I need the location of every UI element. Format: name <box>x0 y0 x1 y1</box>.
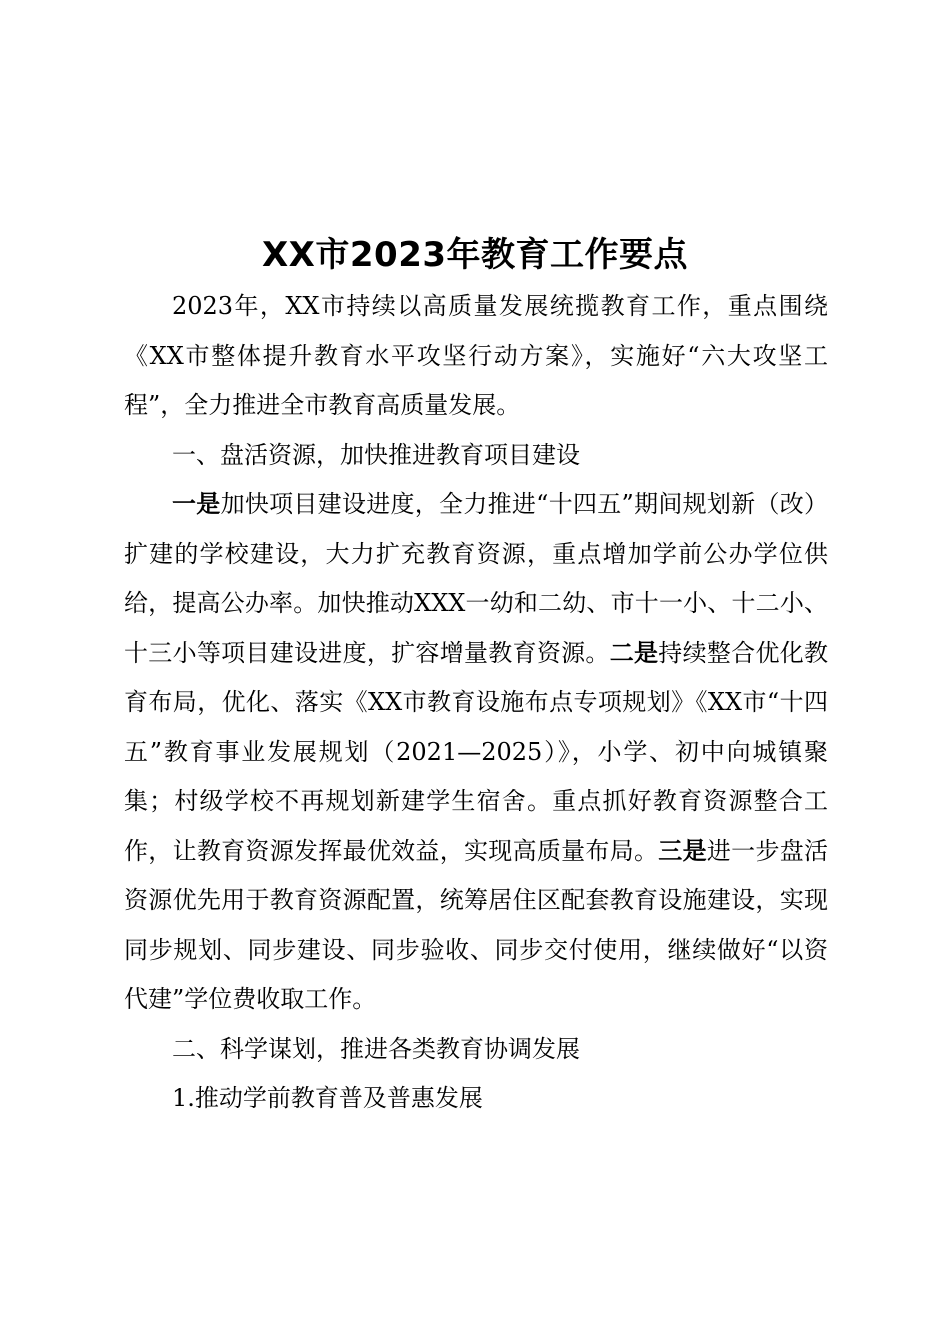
intro-paragraph: 2023年，XX市持续以高质量发展统揽教育工作，重点围绕《XX市整体提升教育水平攻坚行动方案》，实施好“六大攻坚工程”，全力推进全市教育高质量发展。 <box>124 292 828 419</box>
point-1-text: 加快项目建设进度，全力推进“十四五”期间规划新（改）扩建的学校建设，大力扩充教育资源，重点增加学前公办学位供给，提高公办率。加快推动XXX一幼和二幼、市十一小、十二小、十三小等项目建设进度，扩容增量教育资源。 <box>124 490 829 667</box>
section-1-heading: 一、盘活资源，加快推进教育项目建设 <box>172 440 580 469</box>
point-1-lead: 一是 <box>172 490 221 518</box>
document-body <box>124 282 828 1124</box>
section-1-paragraph <box>124 480 828 1025</box>
document-title: XX市2023年教育工作要点 <box>261 234 689 275</box>
point-2-text: 持续整合优化教育布局，优化、落实《XX市教育设施布点专项规划》《XX市“十四五”教育事业发展规划（2021—2025）》，小学、初中向城镇聚集；村级学校不再规划新建学生宿舍。重点抓好教育资源整合工作，让教育资源发挥最优效益，实现高质量布局。 <box>124 638 829 865</box>
point-2-lead: 二是 <box>609 638 659 667</box>
point-3-text: 进一步盘活资源优先用于教育资源配置，统筹居住区配套教育设施建设，实现同步规划、同步建设、同步验收、同步交付使用，继续做好“以资代建”学位费收取工作。 <box>124 836 829 1013</box>
point-3-lead: 三是 <box>658 836 707 865</box>
subsection-1-heading: 1.推动学前教育普及普惠发展 <box>172 1084 483 1112</box>
section-2-heading: 二、科学谋划，推进各类教育协调发展 <box>172 1034 580 1063</box>
